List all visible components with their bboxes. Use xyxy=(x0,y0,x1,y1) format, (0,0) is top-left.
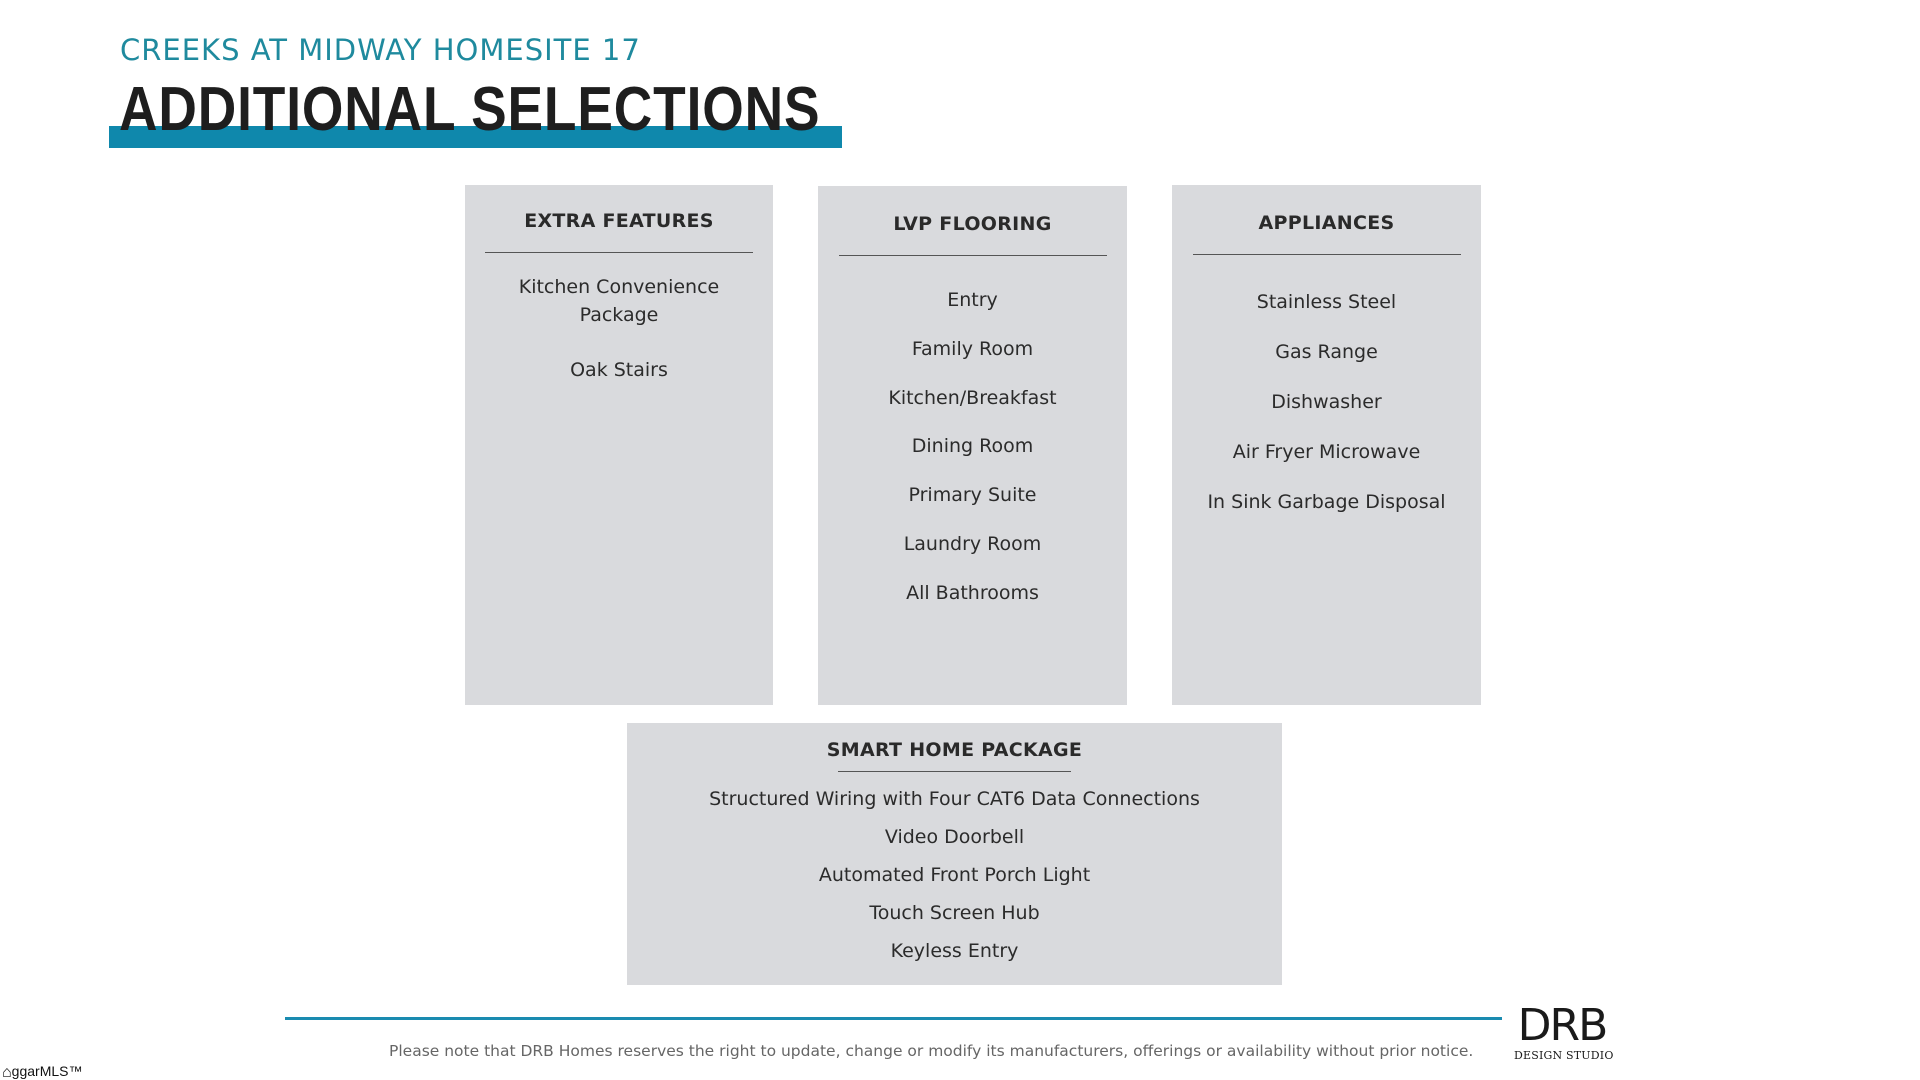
list-item: Video Doorbell xyxy=(884,826,1025,848)
drb-design-studio-logo xyxy=(1514,1000,1614,1062)
list-item: Kitchen/Breakfast xyxy=(888,386,1057,409)
list-item: Primary Suite xyxy=(908,484,1037,507)
list-item: Laundry Room xyxy=(903,532,1042,555)
appliances-heading: APPLIANCES xyxy=(1258,212,1395,234)
heading-divider xyxy=(839,255,1107,256)
footer-divider xyxy=(285,1017,1502,1020)
list-item: Dishwasher xyxy=(1271,391,1382,413)
mls-watermark xyxy=(2,1063,82,1080)
extra-features-card xyxy=(465,185,773,705)
disclaimer-text: Please note that DRB Homes reserves the right to update, change or modify its manufacturers, offerings or availability without prior notice. xyxy=(389,1042,1474,1060)
list-item: Touch Screen Hub xyxy=(869,902,1040,924)
list-item: Stainless Steel xyxy=(1256,291,1397,313)
list-item: Entry xyxy=(947,289,998,311)
extra-features-heading: EXTRA FEATURES xyxy=(524,210,714,232)
list-item: Dining Room xyxy=(911,435,1034,458)
house-icon: ⌂ xyxy=(2,1064,12,1080)
page-title: ADDITIONAL SELECTIONS xyxy=(119,75,821,144)
list-item: Structured Wiring with Four CAT6 Data Connections xyxy=(709,788,1200,810)
list-item: Automated Front Porch Light xyxy=(818,864,1091,886)
list-item: Kitchen Convenience Package xyxy=(518,276,720,326)
heading-divider xyxy=(838,771,1071,772)
heading-divider xyxy=(485,252,753,253)
list-item: Keyless Entry xyxy=(890,940,1019,962)
list-item: Gas Range xyxy=(1275,341,1378,363)
heading-divider xyxy=(1193,254,1461,255)
page-subtitle: CREEKS AT MIDWAY HOMESITE 17 xyxy=(120,33,641,67)
list-item: Air Fryer Microwave xyxy=(1232,441,1421,463)
appliances-card xyxy=(1172,185,1481,705)
list-item: All Bathrooms xyxy=(906,581,1039,604)
watermark-text: ggarMLS™ xyxy=(11,1063,83,1079)
smart-home-package-card xyxy=(627,723,1282,985)
list-item: Oak Stairs xyxy=(570,359,668,381)
list-item: Family Room xyxy=(911,337,1034,360)
lvp-flooring-card xyxy=(818,186,1127,705)
logo-subtitle: DESIGN STUDIO xyxy=(1514,1049,1614,1062)
smart-home-package-heading: SMART HOME PACKAGE xyxy=(826,739,1083,761)
logo-mark: DRB xyxy=(1517,1000,1607,1051)
list-item: In Sink Garbage Disposal xyxy=(1207,491,1446,513)
lvp-flooring-heading: LVP FLOORING xyxy=(893,213,1052,235)
